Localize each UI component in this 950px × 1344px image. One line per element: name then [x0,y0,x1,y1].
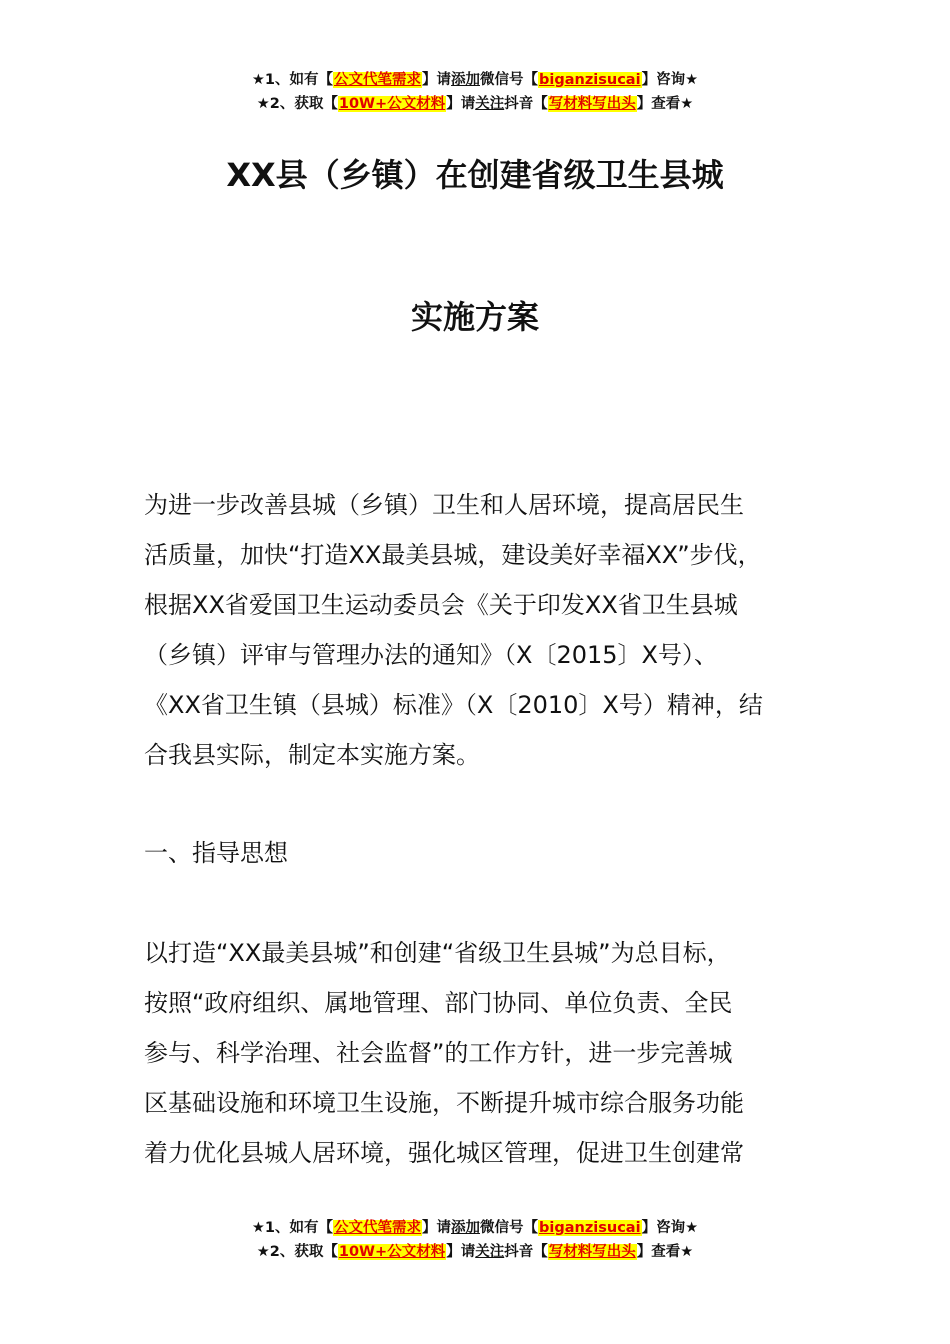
banner-line-2 [0,92,950,116]
banner-emphasis: 添加 [451,72,481,88]
banner-text: 】请 [422,1220,452,1236]
paragraph-line: 活质量，加快“打造XX最美县城，建设美好幸福XX”步伐， [144,541,762,569]
banner-text: 微信号【 [480,1220,539,1236]
top-banner [0,68,950,116]
paragraph-line: 区基础设施和环境卫生设施，不断提升城市综合服务功能 [144,1089,744,1117]
banner-text: 】咨询★ [641,1220,699,1236]
banner-emphasis: 关注 [475,96,505,112]
banner-highlight: 公文代笔需求 [334,1220,422,1236]
banner-highlight: biganzisucai [539,72,641,88]
banner-text: ★1、如有【 [251,72,334,88]
banner-highlight: 写材料写出头 [548,1244,636,1260]
banner-emphasis: 添加 [451,1220,481,1236]
banner-text: ★1、如有【 [251,1220,334,1236]
paragraph-line: 《XX省卫生镇（县城）标准》（X〔2010〕X号）精神，结 [144,691,763,719]
section-heading-text: 一、指导思想 [144,839,288,867]
banner-highlight: 10W+公文材料 [338,96,446,112]
banner-emphasis: 关注 [475,1244,505,1260]
banner-text: 微信号【 [480,72,539,88]
banner-text: 】查看★ [636,96,694,112]
section-paragraph [144,928,834,1178]
banner-line-2 [0,1240,950,1264]
banner-highlight: 写材料写出头 [548,96,636,112]
banner-text: 】请 [446,1244,476,1260]
banner-line-1 [0,68,950,92]
banner-line-1 [0,1216,950,1240]
section-heading [144,828,834,878]
intro-paragraph [144,480,834,780]
document-title-line-1: XX县（乡镇）在创建省级卫生县城 [226,156,724,194]
banner-highlight: 公文代笔需求 [334,72,422,88]
banner-text: 抖音【 [504,96,548,112]
banner-text: 】请 [446,96,476,112]
paragraph-line: （乡镇）评审与管理办法的通知》（X〔2015〕X号）、 [144,641,718,669]
banner-text: 】咨询★ [641,72,699,88]
paragraph-line: 为进一步改善县城（乡镇）卫生和人居环境，提高居民生 [144,491,744,519]
paragraph-line: 按照“政府组织、属地管理、部门协同、单位负责、全民 [144,989,733,1017]
banner-text: ★2、获取【 [256,96,338,112]
paragraph-line: 以打造“XX最美县城”和创建“省级卫生县城”为总目标， [144,939,731,967]
bottom-banner [0,1216,950,1264]
document-title-line-2: 实施方案 [410,298,539,336]
paragraph-line: 根据XX省爱国卫生运动委员会《关于印发XX省卫生县城 [144,591,738,619]
banner-highlight: 10W+公文材料 [338,1244,446,1260]
banner-text: ★2、获取【 [256,1244,338,1260]
banner-text: 】请 [422,72,452,88]
paragraph-line: 参与、科学治理、社会监督”的工作方针，进一步完善城 [144,1039,733,1067]
banner-text: 抖音【 [504,1244,548,1260]
banner-highlight: biganzisucai [539,1220,641,1236]
paragraph-line: 合我县实际，制定本实施方案。 [144,741,480,769]
banner-text: 】查看★ [636,1244,694,1260]
paragraph-line: 着力优化县城人居环境，强化城区管理，促进卫生创建常 [144,1139,744,1167]
